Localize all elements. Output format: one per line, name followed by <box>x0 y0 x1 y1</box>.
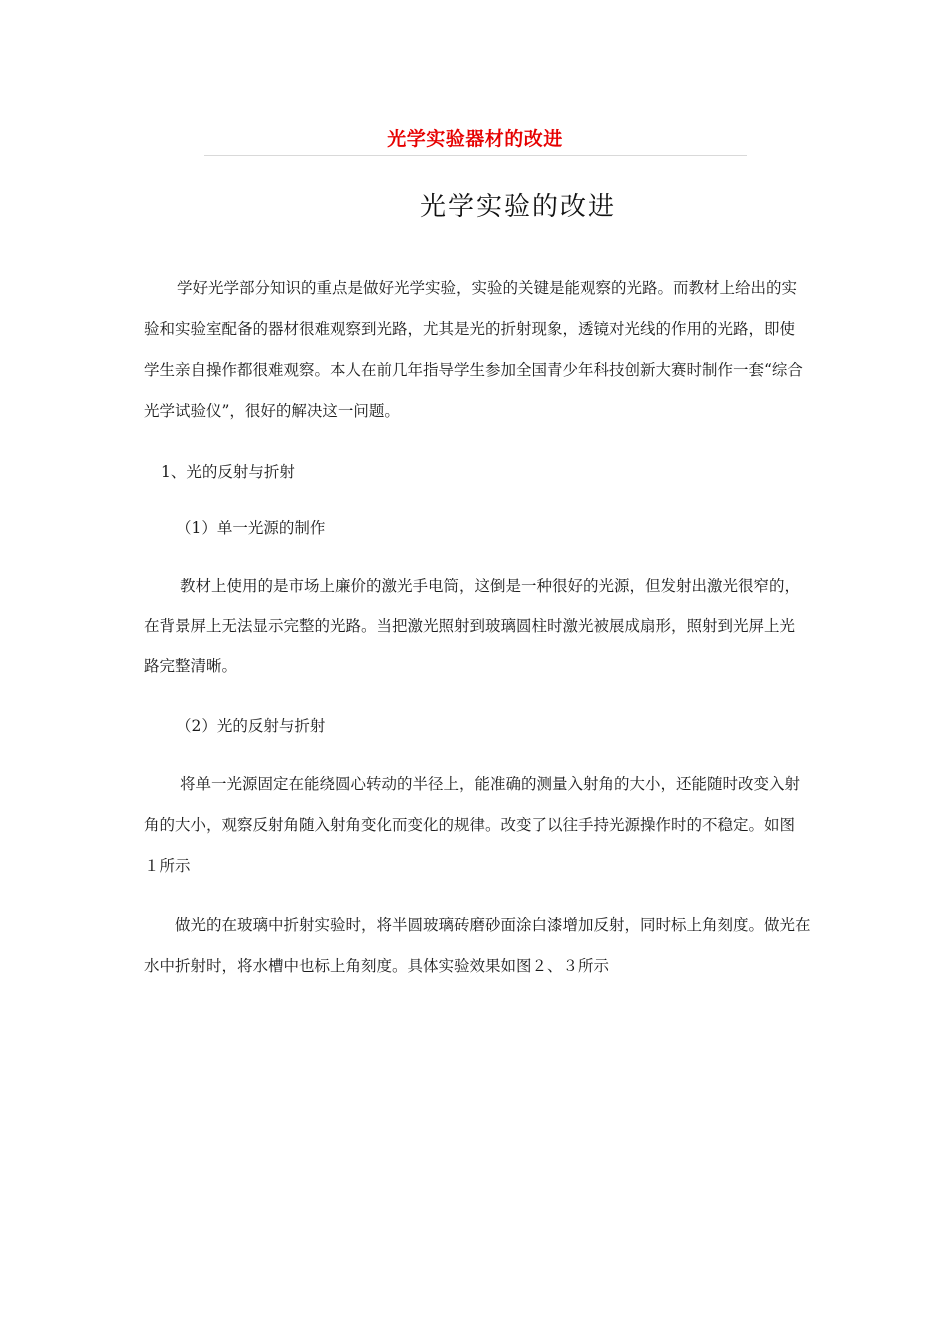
paragraph-refraction: 做光的在玻璃中折射实验时，将半圆玻璃砖磨砂面涂白漆增加反射，同时标上角刻度。做光在水中折射时，将水槽中也标上角刻度。具体实验效果如图２、３所示 <box>144 916 811 975</box>
header-divider <box>204 155 747 156</box>
subheading-reflection-refraction: （2）光的反射与折射 <box>176 717 326 735</box>
paragraph-reflection: 将单一光源固定在能绕圆心转动的半径上，能准确的测量入射角的大小，还能随时改变入射角的大小，观察反射角随入射角变化而变化的规律。改变了以往手持光源操作时的不稳定。如图１所示 <box>144 775 801 875</box>
intro-paragraph: 学好光学部分知识的重点是做好光学实验，实验的关键是能观察的光路。而教材上给出的实验和实验室配备的器材很难观察到光路，尤其是光的折射现象，透镜对光线的作用的光路，即使学生亲自操作都很难观察。本人在前几年指导学生参加全国青少年科技创新大赛时制作一套“综合光学试验仪”，很好的解决这一问题。 <box>144 279 803 420</box>
paragraph-light-source: 教材上使用的是市场上廉价的激光手电筒，这倒是一种很好的光源，但发射出激光很窄的，在背景屏上无法显示完整的光路。当把激光照射到玻璃圆柱时激光被展成扇形，照射到光屏上光路完整清晰。 <box>144 577 801 675</box>
subheading-single-light-source: （1）单一光源的制作 <box>176 519 326 537</box>
section-heading-reflection-refraction: 1、光的反射与折射 <box>161 463 295 481</box>
document-title: 光学实验的改进 <box>419 192 616 222</box>
header-title: 光学实验器材的改进 <box>387 128 563 150</box>
